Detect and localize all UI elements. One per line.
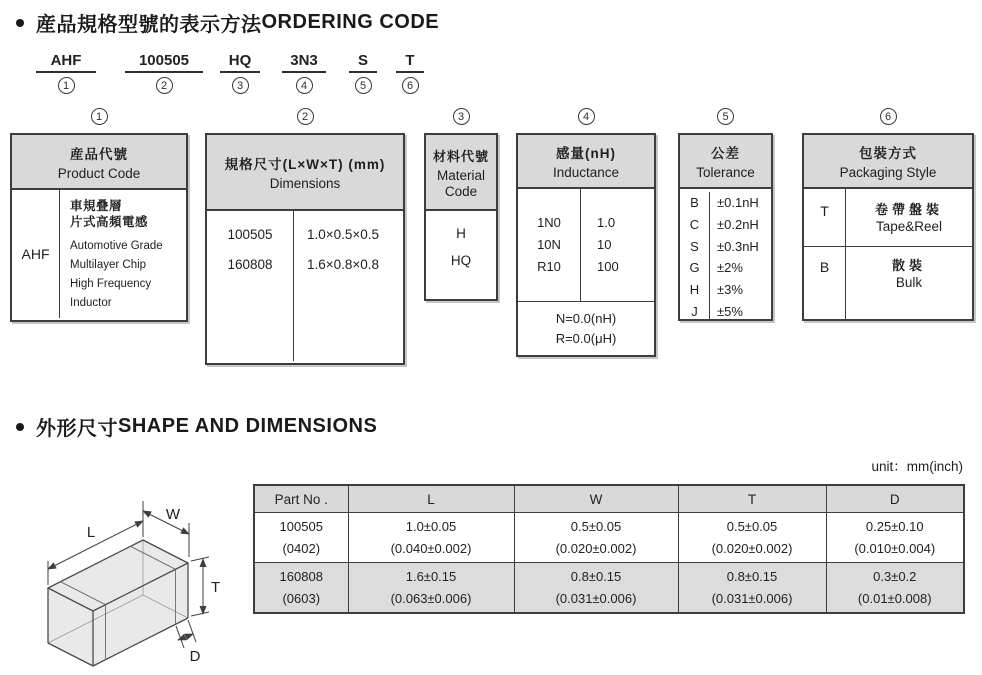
table-header-cell: Part No . [254, 485, 348, 513]
table-cell: 0.25±0.10 (0.010±0.004) [826, 513, 964, 563]
table-cell: 100505 (0402) [254, 513, 348, 563]
circled-number: 2 [156, 77, 173, 94]
table-row [254, 513, 964, 563]
box-packaging [802, 133, 974, 321]
table-cell: 0.3±0.2 (0.01±0.008) [826, 563, 964, 614]
box-header: 公差 Tolerance [680, 135, 771, 189]
box-header: 感量(nH) Inductance [518, 135, 654, 189]
box-header: 規格尺寸(L×W×T) (mm) Dimensions [207, 135, 403, 211]
packaging-row-tape-reel: T 卷帶盤裝 Tape&Reel [804, 189, 972, 247]
table-cell: 0.8±0.15 (0.031±0.006) [678, 563, 826, 614]
table-header-cell: T [678, 485, 826, 513]
section-ordering-code-title [16, 8, 439, 37]
box-tolerance [678, 133, 773, 321]
code-token-text: 100505 [125, 52, 203, 73]
code-token-text: HQ [220, 52, 260, 73]
dimensions-table [253, 484, 965, 614]
box-number-2: 2 [205, 107, 405, 125]
table-header-cell: L [348, 485, 514, 513]
box-number-6: 6 [802, 107, 974, 125]
table-header-cell: D [826, 485, 964, 513]
product-code-description: 車規叠層 片式高頻電感 Automotive Grade Multilayer Chip High Frequency Inductor [70, 199, 163, 309]
section2-title-en: SHAPE AND DIMENSIONS [118, 415, 378, 437]
box-header: 包裝方式 Packaging Style [804, 135, 972, 189]
box-material-code [424, 133, 498, 301]
circled-number: 4 [296, 77, 313, 94]
tolerance-values: ±0.1nH ±0.2nH ±0.3nH ±2% ±3% ±5% [717, 195, 759, 319]
chip-shape-diagram [15, 495, 250, 675]
section1-title-en: ORDERING CODE [261, 11, 440, 33]
packaging-row-bulk: B 散裝 Bulk [804, 247, 972, 319]
box-header: 材料代號 Material Code [426, 135, 496, 211]
code-token-size [125, 52, 203, 94]
code-token-product [36, 52, 96, 94]
label-width: W [165, 506, 181, 523]
table-cell: 0.5±0.05 (0.020±0.002) [514, 513, 678, 563]
label-thickness: T [211, 579, 221, 596]
table-cell: 1.6±0.15 (0.063±0.006) [348, 563, 514, 614]
material-codes: H HQ [450, 226, 472, 268]
box-number-3: 3 [424, 107, 498, 125]
section1-title-zh: 産品規格型號的表示方法 [36, 14, 262, 36]
table-cell: 0.5±0.05 (0.020±0.002) [678, 513, 826, 563]
inductance-note: N=0.0(nH) R=0.0(μH) [555, 311, 617, 346]
table-cell: 0.8±0.15 (0.031±0.006) [514, 563, 678, 614]
table-cell: 1.0±0.05 (0.040±0.002) [348, 513, 514, 563]
circled-number: 6 [402, 77, 419, 94]
section-shape-dimensions-title [16, 412, 377, 441]
code-token-text: AHF [36, 52, 96, 73]
box-number-5: 5 [678, 107, 773, 125]
box-product-code [10, 133, 188, 322]
section2-title-zh: 外形尺寸 [36, 418, 118, 440]
table-header-row [254, 485, 964, 513]
code-token-tolerance [349, 52, 377, 94]
table-header-cell: W [514, 485, 678, 513]
bullet-icon [16, 19, 24, 27]
code-token-text: T [396, 52, 424, 73]
unit-label: unit：mm(inch) [871, 459, 963, 474]
code-token-material [220, 52, 260, 94]
product-code-value: AHF [12, 190, 60, 318]
dimension-codes: 100505 160808 [207, 211, 294, 361]
label-length: L [86, 524, 96, 541]
box-header: 産品代號 Product Code [12, 135, 186, 190]
circled-number: 1 [58, 77, 75, 94]
code-token-text: S [349, 52, 377, 73]
inductance-values: 1.0 10 100 [597, 215, 619, 274]
table-cell: 160808 (0603) [254, 563, 348, 614]
box-inductance [516, 133, 656, 357]
tolerance-codes: B C S G H J [680, 192, 710, 319]
box-number-4: 4 [516, 107, 656, 125]
inductance-codes: 1N0 10N R10 [518, 189, 581, 301]
code-token-packaging [396, 52, 424, 94]
dimension-values: 1.0×0.5×0.5 1.6×0.8×0.8 [307, 227, 380, 272]
label-electrode: D [189, 648, 201, 665]
bullet-icon [16, 423, 24, 431]
circled-number: 3 [232, 77, 249, 94]
code-token-text: 3N3 [282, 52, 326, 73]
code-token-inductance [282, 52, 326, 94]
box-dimensions [205, 133, 405, 365]
box-number-1: 1 [10, 107, 188, 125]
circled-number: 5 [355, 77, 372, 94]
table-row [254, 563, 964, 614]
